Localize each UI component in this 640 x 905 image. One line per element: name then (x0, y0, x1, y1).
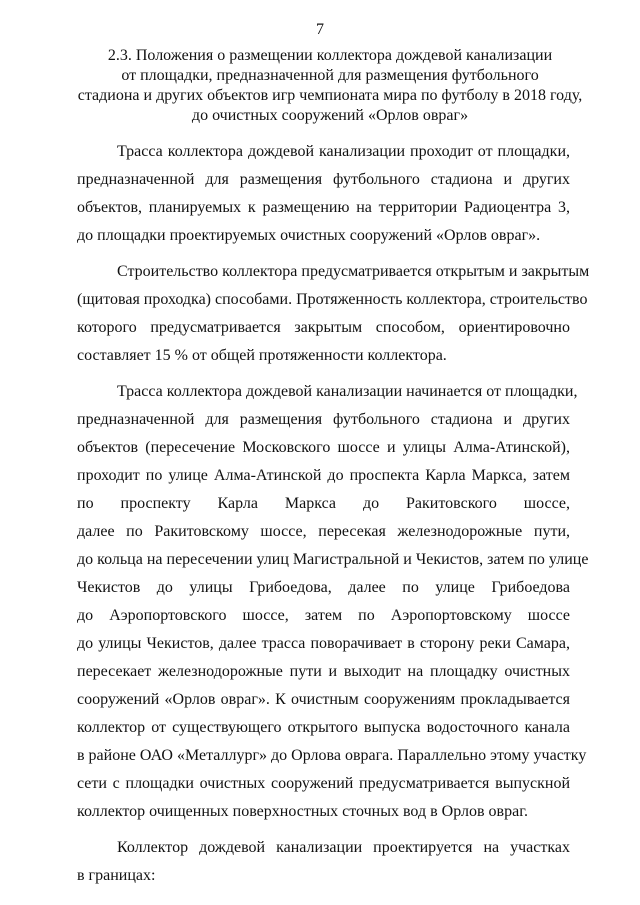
text-line: до улицы Чекистов, далее трасса поворачивает в сторону реки Самара, (77, 635, 570, 652)
text-line: (щитовая проходка) способами. Протяженность коллектора, строительство (77, 291, 588, 308)
section-heading-line: стадиона и других объектов игр чемпионата мира по футболу в 2018 году, (77, 87, 583, 104)
text-line: объектов (пересечение Московского шоссе и улицы Алма-Атинской), (77, 439, 570, 456)
paragraph-design-boundaries (77, 834, 570, 890)
section-heading (70, 46, 590, 126)
text-line: сети с площадки очистных сооружений предусматривается выпускной (77, 775, 570, 792)
text-line: Трасса коллектора дождевой канализации начинается от площадки, (117, 383, 578, 400)
paragraph-construction-method (77, 258, 590, 370)
text-line: предназначенной для размещения футбольного стадиона и других (77, 171, 570, 188)
text-line: Коллектор дождевой канализации проектируется на участках (117, 839, 570, 856)
text-line: проходит по улице Алма-Атинской до проспекта Карла Маркса, затем (77, 467, 570, 484)
text-line: Строительство коллектора предусматривается открытым и закрытым (117, 263, 590, 280)
text-line: Трасса коллектора дождевой канализации проходит от площадки, (117, 143, 570, 160)
text-line: по проспекту Карла Маркса до Ракитовского шоссе, (77, 495, 570, 512)
text-line: далее по Ракитовскому шоссе, пересекая железнодорожные пути, (77, 523, 570, 540)
section-heading-line: до очистных сооружений «Орлов овраг» (191, 107, 469, 124)
section-heading-line: 2.3. Положения о размещении коллектора дождевой канализации (107, 47, 553, 64)
text-line: составляет 15 % от общей протяженности коллектора. (77, 347, 447, 364)
text-line: до площадки проектируемых очистных сооружений «Орлов овраг». (77, 227, 541, 244)
section-heading-line: от площадки, предназначенной для размещения футбольного (121, 67, 539, 84)
document-body (77, 138, 590, 890)
text-line: в границах: (77, 867, 156, 884)
page-number: 7 (316, 21, 324, 38)
text-line: Чекистов до улицы Грибоедова, далее по улице Грибоедова (77, 579, 570, 596)
text-line: предназначенной для размещения футбольного стадиона и других (77, 411, 570, 428)
paragraph-route-description (77, 378, 589, 826)
text-line: сооружений «Орлов овраг». К очистным сооружениям прокладывается (77, 691, 570, 708)
text-line: до Аэропортовского шоссе, затем по Аэропортовскому шоссе (77, 607, 570, 624)
text-line: которого предусматривается закрытым способом, ориентировочно (77, 319, 570, 336)
text-line: объектов, планируемых к размещению на территории Радиоцентра 3, (77, 199, 570, 216)
text-line: до кольца на пересечении улиц Магистральной и Чекистов, затем по улице (77, 551, 589, 568)
text-line: в районе ОАО «Металлург» до Орлова оврага. Параллельно этому участку (77, 747, 587, 764)
text-line: пересекает железнодорожные пути и выходит на площадку очистных (77, 663, 570, 680)
paragraph-route-overview (77, 138, 570, 250)
text-line: коллектор от существующего открытого выпуска водосточного канала (77, 719, 570, 736)
text-line: коллектор очищенных поверхностных сточных вод в Орлов овраг. (77, 803, 528, 820)
